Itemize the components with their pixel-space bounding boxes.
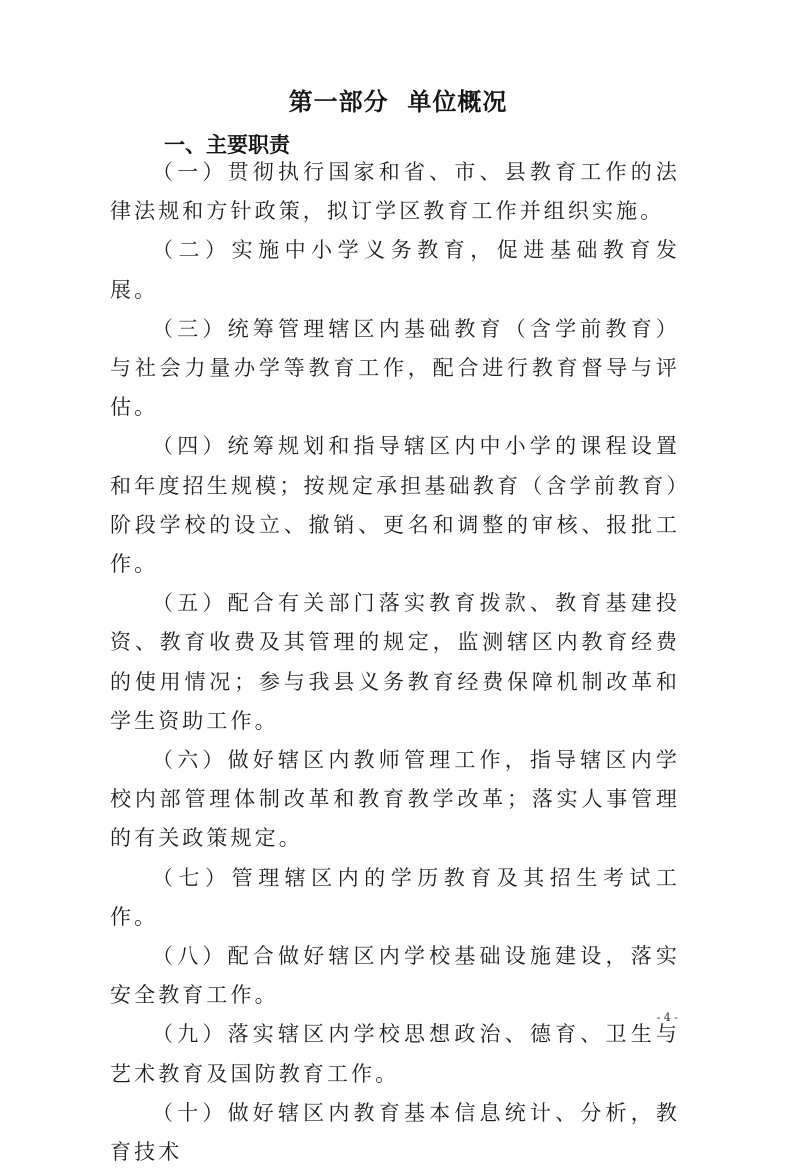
paragraph-8: （八）配合做好辖区内学校基础设施建设，落实安全教育工作。 [110,944,680,1008]
page-title: 第一部分 单位概况 [288,88,508,116]
paragraph-1: （一）贯彻执行国家和省、市、县教育工作的法律法规和方针政策，拟订学区教育工作并组织实施。 [110,160,680,224]
paragraph-2: （二）实施中小学义务教育，促进基础教育发展。 [110,238,680,302]
paragraph-7: （七）管理辖区内的学历教育及其招生考试工作。 [110,865,680,929]
page-number: - 4 - [656,1011,678,1024]
paragraph-4: （四）统筹规划和指导辖区内中小学的课程设置和年度招生规模；按规定承担基础教育（含学前教育）阶段学校的设立、撤销、更名和调整的审核、报批工作。 [110,434,680,577]
paragraph-3: （三）统筹管理辖区内基础教育（含学前教育）与社会力量办学等教育工作，配合进行教育督导与评估。 [110,316,680,420]
body-text [110,153,680,1172]
paragraph-10: （十）做好辖区内教育基本信息统计、分析，教育技术 [110,1100,680,1165]
paragraph-6: （六）做好辖区内教师管理工作，指导辖区内学校内部管理体制改革和教育教学改革；落实人事管理的有关政策规定。 [110,748,680,851]
paragraph-9: （九）落实辖区内学校思想政治、德育、卫生与艺术教育及国防教育工作。 [110,1022,680,1086]
section-heading: 一、主要职责 [164,133,290,157]
paragraph-5: （五）配合有关部门落实教育拨款、教育基建投资、教育收费及其管理的规定，监测辖区内教育经费的使用情况；参与我县义务教育经费保障机制改革和学生资助工作。 [110,591,680,733]
